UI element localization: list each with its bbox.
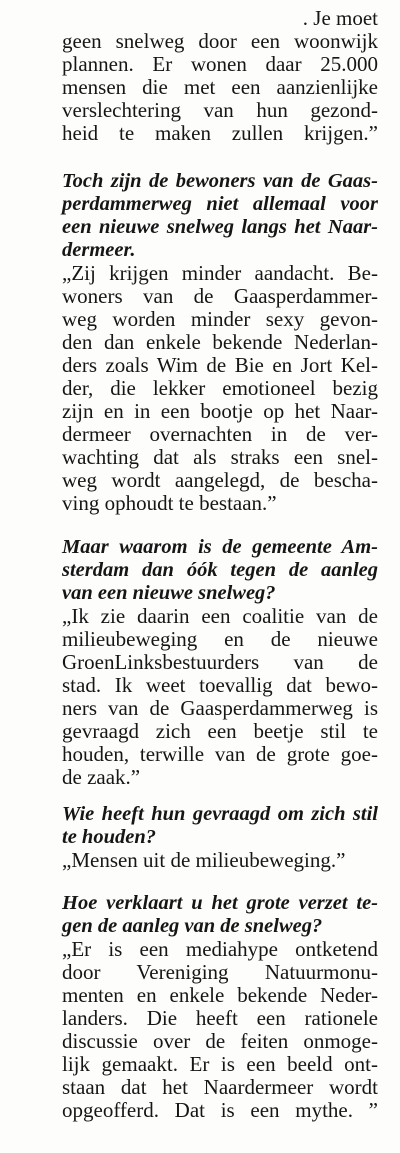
answer-line: menten en enkele bekende Neder- xyxy=(62,983,378,1007)
answer-line: staan dat het Naardermeer wordt xyxy=(62,1075,378,1099)
intro-line: plannen. Er wonen daar 25.000 xyxy=(62,52,378,76)
question-line: te houden? xyxy=(62,826,156,848)
answer-4 xyxy=(62,938,378,1122)
answer-line: den dan enkele bekende Nederlan- xyxy=(62,330,378,354)
question-line: Maar waarom is de gemeente Am- xyxy=(62,536,378,558)
intro-line: . Je moet xyxy=(302,6,378,30)
answer-line: opgeofferd. Dat is een mythe. ” xyxy=(62,1098,378,1122)
answer-line: wachting dat als straks een snel- xyxy=(62,445,378,469)
question-line: Wie heeft hun gevraagd om zich stil xyxy=(62,803,378,825)
intro-line: mensen die met een aanzienlijke xyxy=(62,75,378,99)
answer-3 xyxy=(62,849,378,872)
question-line: van een nieuwe snelweg? xyxy=(62,582,276,604)
answer-line: milieubeweging en de nieuwe xyxy=(62,627,378,651)
question-line: perdammerweg niet allemaal voor xyxy=(62,193,378,215)
question-line: een nieuwe snelweg langs het Naar- xyxy=(62,216,378,238)
intro-paragraph xyxy=(62,7,378,145)
answer-line: de zaak.” xyxy=(62,765,141,789)
answer-line: weg worden minder sexy gevon- xyxy=(62,307,378,331)
answer-line: ving ophoudt te bestaan.” xyxy=(62,491,277,515)
answer-line: houden, terwille van de grote goe- xyxy=(62,742,378,766)
question-2 xyxy=(62,536,378,605)
answer-line: „Mensen uit de milieubeweging.” xyxy=(62,848,346,872)
answer-line: „Ik zie daarin een coalitie van de xyxy=(62,604,378,628)
answer-line: lijk gemaakt. Er is een beeld ont- xyxy=(62,1052,378,1076)
answer-line: ders zoals Wim de Bie en Jort Kel- xyxy=(62,353,378,377)
question-1 xyxy=(62,170,378,262)
question-line: gen de aanleg van de snelweg? xyxy=(62,915,323,937)
answer-line: „Er is een mediahype ontketend xyxy=(62,937,378,961)
answer-line: der, die lekker emotioneel bezig xyxy=(62,376,378,400)
question-line: sterdam dan óók tegen de aanleg xyxy=(62,559,378,581)
question-line: Toch zijn de bewoners van de Gaas- xyxy=(62,170,378,192)
question-4 xyxy=(62,892,378,938)
answer-line: dermeer overnachten in de ver- xyxy=(62,422,378,446)
answer-line: stad. Ik weet toevallig dat bewo- xyxy=(62,673,378,697)
intro-line: heid te maken zullen krijgen.” xyxy=(62,121,378,145)
answer-line: GroenLinksbestuurders van de xyxy=(62,650,378,674)
answer-line: door Vereniging Natuurmonu- xyxy=(62,960,378,984)
intro-line: verslechtering van hun gezond- xyxy=(62,98,378,122)
answer-line: discussie over de feiten onmoge- xyxy=(62,1029,378,1053)
answer-line: woners van de Gaasperdammer- xyxy=(62,284,378,308)
question-line: Hoe verklaart u het grote verzet te- xyxy=(62,892,378,914)
answer-1 xyxy=(62,262,378,515)
question-3 xyxy=(62,803,378,849)
intro-line: geen snelweg door een woonwijk xyxy=(62,29,378,53)
answer-line: landers. Die heeft een rationele xyxy=(62,1006,378,1030)
question-line: dermeer. xyxy=(62,239,136,261)
answer-line: weg wordt aangelegd, de bescha- xyxy=(62,468,378,492)
answer-line: „Zij krijgen minder aandacht. Be- xyxy=(62,261,378,285)
answer-2 xyxy=(62,605,378,789)
answer-line: ners van de Gaasperdammerweg is xyxy=(62,696,378,720)
answer-line: gevraagd zich een beetje stil te xyxy=(62,719,378,743)
answer-line: zijn en in een bootje op het Naar- xyxy=(62,399,378,423)
